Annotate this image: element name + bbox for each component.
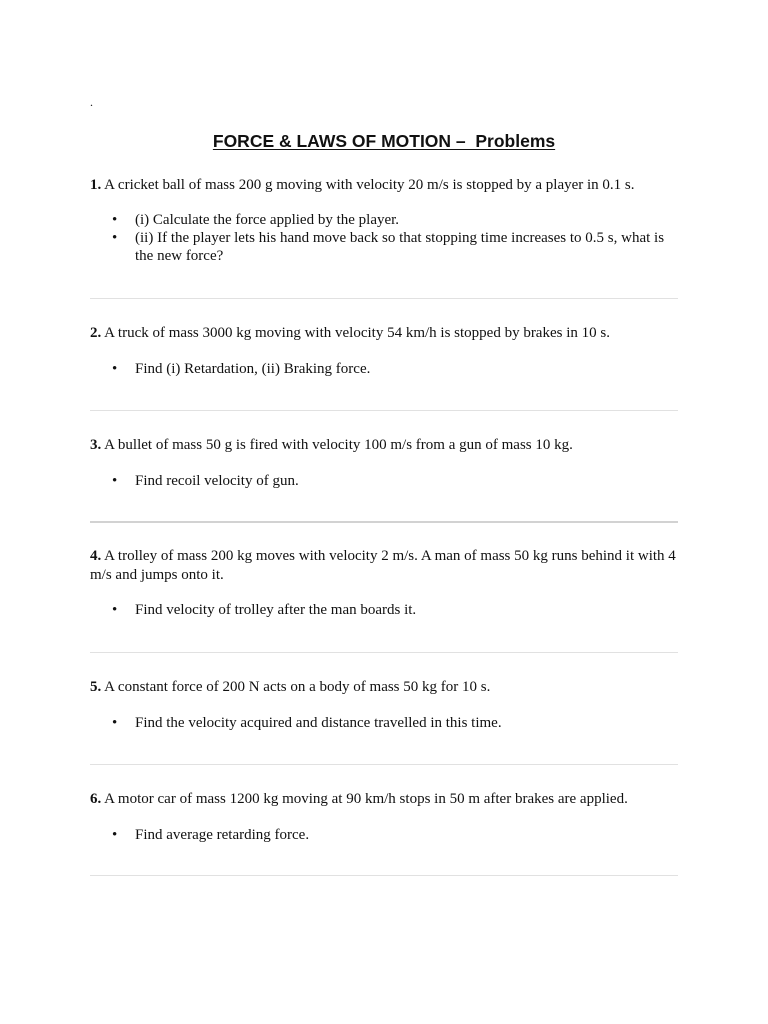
problem-number: 6. [90,791,102,807]
bullet-icon: • [112,361,118,377]
problem-text: A truck of mass 3000 kg moving with velocity 54 km/h is stopped by brakes in 10 s. [101,325,610,341]
problem-number: 3. [90,437,102,453]
problem-2-question [90,324,678,343]
problem-5-bullets [90,714,678,732]
problem-number: 4. [90,548,102,564]
problem-3 [90,436,678,490]
problem-4-question [90,547,678,585]
problem-3-question [90,436,678,455]
bullet-icon: • [112,602,118,618]
problem-text: A constant force of 200 N acts on a body of mass 50 kg for 10 s. [101,679,491,695]
section-divider [90,298,678,299]
bullet-item [90,472,678,490]
section-divider [90,764,678,765]
bullet-item [90,229,678,265]
bullet-icon: • [112,715,118,731]
bullet-icon: • [112,473,118,489]
problem-number: 5. [90,679,102,695]
section-divider [90,410,678,411]
problem-5 [90,678,678,732]
bullet-item [90,211,678,229]
bullet-text: (i) Calculate the force applied by the player. [135,212,400,228]
problem-text: A cricket ball of mass 200 g moving with velocity 20 m/s is stopped by a player in 0.1 s. [101,177,635,193]
problem-text: A motor car of mass 1200 kg moving at 90 km/h stops in 50 m after brakes are applied. [101,791,628,807]
bullet-text: Find (i) Retardation, (ii) Braking force. [135,361,371,377]
problem-1-question [90,176,678,195]
bullet-item [90,601,678,619]
bullet-icon: • [112,827,118,843]
bullet-text: (ii) If the player lets his hand move back so that stopping time increases to 0.5 s, what is the new force? [135,230,665,264]
problem-1 [90,176,678,265]
section-divider [90,875,678,876]
bullet-item [90,360,678,378]
stray-mark: . [90,95,93,109]
problem-6-bullets [90,826,678,844]
problem-6-question [90,790,678,809]
problem-1-bullets [90,211,678,265]
bullet-icon: • [112,230,118,246]
bullet-item [90,714,678,732]
problem-text: A bullet of mass 50 g is fired with velocity 100 m/s from a gun of mass 10 kg. [101,437,573,453]
section-divider [90,521,678,523]
bullet-text: Find the velocity acquired and distance travelled in this time. [135,715,502,731]
problem-4 [90,547,678,619]
bullet-text: Find velocity of trolley after the man boards it. [135,602,417,618]
problem-number: 1. [90,177,102,193]
section-divider [90,652,678,653]
bullet-item [90,826,678,844]
page-title: FORCE & LAWS OF MOTION – Problems [212,131,556,151]
problem-5-question [90,678,678,697]
problem-2 [90,324,678,378]
bullet-text: Find recoil velocity of gun. [135,473,299,489]
problem-4-bullets [90,601,678,619]
problem-text: A trolley of mass 200 kg moves with velocity 2 m/s. A man of mass 50 kg runs behind it with 4 m/s and jumps onto it. [90,548,676,583]
bullet-text: Find average retarding force. [135,827,310,843]
problem-2-bullets [90,360,678,378]
problem-6 [90,790,678,844]
problem-3-bullets [90,472,678,490]
bullet-icon: • [112,212,118,228]
problem-number: 2. [90,325,102,341]
